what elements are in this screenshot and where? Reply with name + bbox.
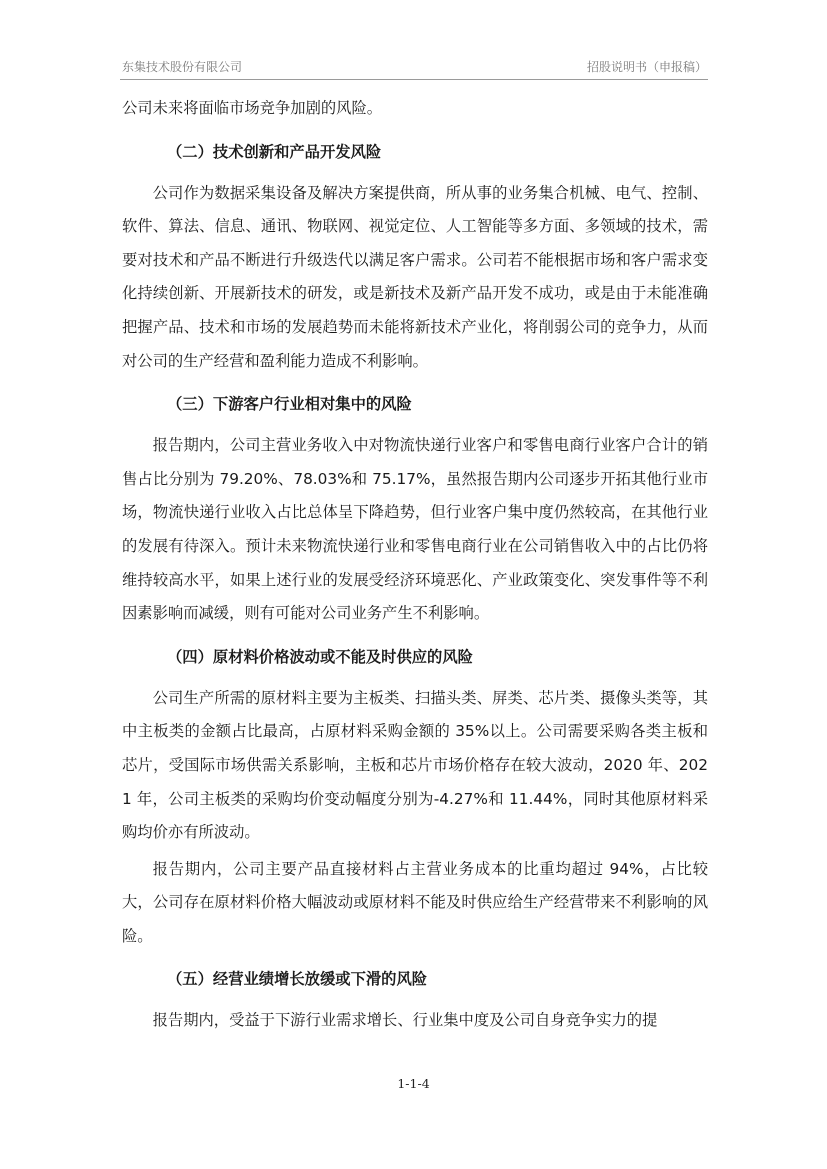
paragraph-continuation: 公司未来将面临市场竞争加剧的风险。 (122, 99, 383, 117)
paragraph-customer-concentration: 报告期内，公司主营业务收入中对物流快递行业客户和零售电商行业客户合计的销售占比分别为 79.20%、78.03%和 75.17%，虽然报告期内公司逐步开拓其他行业市场，物流快递行业收入占比总体呈下降趋势，但行业客户集中度仍然较高，在其他行业的发展有待深入。预计未来物流快递行业和零售电商行业在公司销售收入中的占比仍将维持较高水平，如果上述行业的发展受经济环境恶化、产业政策变化、突发事件等不利因素影响而减缓，则有可能对公司业务产生不利影响。 (122, 436, 708, 623)
section-heading-tech-innovation: （二）技术创新和产品开发风险 (167, 142, 382, 161)
header-company-name: 东集技术股份有限公司 (122, 60, 243, 74)
document-body (122, 92, 708, 1041)
section-heading-customer-concentration: （三）下游客户行业相对集中的风险 (167, 395, 412, 414)
paragraph-raw-material-1: 公司生产所需的原材料主要为主板类、扫描头类、屏类、芯片类、摄像头类等，其中主板类的金额占比最高，占原材料采购金额的 35%以上。公司需要采购各类主板和芯片，受国际市场供需关系影响，主板和芯片市场价格存在较大波动，2020 年、2021 年，公司主板类的采购均价变动幅度分别为-4.27%和 11.44%，同时其他原材料采购均价亦有所波动。 (122, 688, 708, 842)
header-document-type: 招股说明书（申报稿） (586, 60, 707, 74)
section-heading-raw-material: （四）原材料价格波动或不能及时供应的风险 (167, 647, 473, 666)
section-heading-performance: （五）经营业绩增长放缓或下滑的风险 (167, 970, 428, 989)
paragraph-raw-material-2: 报告期内，公司主要产品直接材料占主营业务成本的比重均超过 94%，占比较大，公司存在原材料价格大幅波动或原材料不能及时供应给生产经营带来不利影响的风险。 (122, 859, 708, 945)
paragraph-performance: 报告期内，受益于下游行业需求增长、行业集中度及公司自身竞争实力的提 (152, 1011, 658, 1030)
header-divider (120, 79, 708, 80)
paragraph-tech-innovation: 公司作为数据采集设备及解决方案提供商，所从事的业务集合机械、电气、控制、软件、算法、信息、通讯、物联网、视觉定位、人工智能等多方面、多领域的技术，需要对技术和产品不断进行升级迭代以满足客户需求。公司若不能根据市场和客户需求变化持续创新、开展新技术的研发，或是新技术及新产品开发不成功，或是由于未能准确把握产品、技术和市场的发展趋势而未能将新技术产业化，将削弱公司的竞争力，从而对公司的生产经营和盈利能力造成不利影响。 (122, 183, 708, 370)
page-number: 1-1-4 (397, 1076, 430, 1091)
